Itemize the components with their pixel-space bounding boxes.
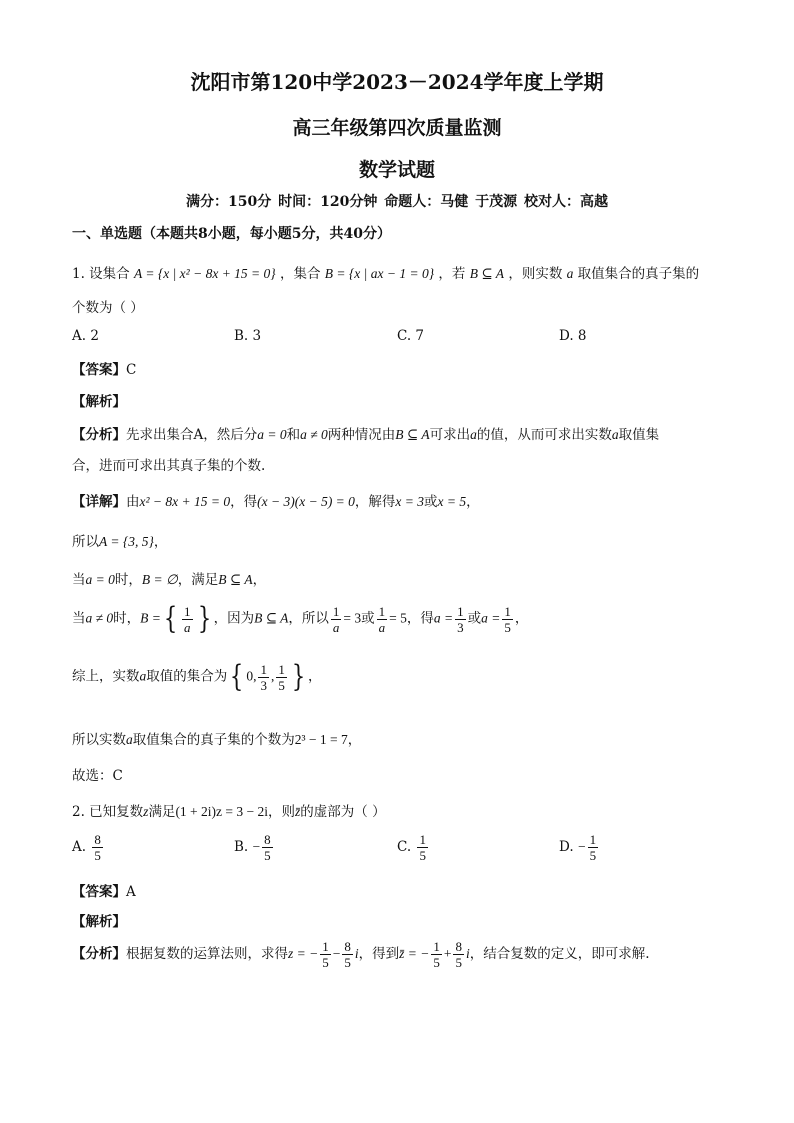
math: (1 + 2i)z = 3 − 2i — [175, 804, 269, 819]
q1-variable: a — [566, 266, 574, 281]
q1-stem — [72, 262, 699, 282]
math: x² − 8x + 15 = 0 — [139, 494, 231, 509]
fraction: $\frac{8}{5}$ — [344, 939, 351, 970]
text: 的值，从而可求出实数 — [476, 427, 612, 443]
text: 取值集合的真子集的个数为 — [132, 732, 295, 748]
fraction: $\frac{1}{5}$ — [504, 603, 511, 635]
q2-fenxi — [72, 940, 650, 969]
q1-option-a: A. 2 — [72, 328, 99, 344]
math: i — [465, 946, 470, 961]
text: 先求出集合A，然后分 — [126, 427, 258, 443]
text: ，得 — [230, 494, 258, 510]
answer-value: A — [126, 884, 136, 900]
subject-title: 数学试题 — [358, 159, 435, 181]
math: (x − 3)(x − 5) = 0 — [257, 494, 355, 509]
fenxi-tag: 【分析】 — [72, 946, 126, 962]
math: a = 0 — [85, 572, 115, 587]
math: B = ∅ — [141, 572, 178, 587]
q1-xiangjie — [72, 490, 480, 510]
q1-stem-line2: 个数为（ ） — [72, 300, 144, 316]
math: a = — [481, 610, 501, 626]
answer-tag: 【答案】 — [72, 362, 126, 378]
text: ，结合复数的定义，即可求解. — [469, 946, 650, 962]
q1-option-b: B. 3 — [234, 328, 262, 344]
math: a — [126, 732, 133, 747]
fraction: $\frac{1}{a}$ — [378, 603, 386, 635]
q2-answer — [72, 880, 136, 900]
math: = 5 — [389, 610, 407, 626]
text: 当 — [72, 572, 86, 588]
q1-step-5 — [72, 659, 322, 694]
math: x = 3 — [395, 494, 425, 509]
math: z̄ — [295, 804, 301, 819]
text: 可求出 — [429, 427, 471, 443]
text: ， — [153, 534, 168, 550]
fraction: $\frac{1}{5}$ — [322, 939, 329, 970]
text: ， — [466, 494, 480, 510]
exam-meta: 满分：150分 时间：120分钟 命题人：马健 于茂源 校对人：高越 — [186, 194, 608, 210]
q1-stem-text: ，若 — [438, 266, 466, 282]
text: 或 — [467, 610, 482, 627]
q1-stem-text: 1. 设集合 — [72, 266, 130, 282]
text: 当 — [72, 610, 86, 627]
q2-option-b: B. − $\frac{8}{5}$ — [234, 832, 271, 863]
q1-conclusion: 故选：C — [72, 768, 123, 784]
text: 根据复数的运算法则，求得 — [126, 946, 288, 962]
text: 由 — [126, 494, 140, 510]
answer-tag: 【答案】 — [72, 884, 126, 900]
text: 和 — [286, 427, 301, 443]
text: 时， — [113, 610, 141, 627]
math: a ≠ 0 — [300, 427, 328, 442]
xiangjie-tag: 【详解】 — [72, 494, 126, 510]
math: B ⊆ A — [395, 427, 430, 442]
q1-answer — [72, 358, 136, 378]
math: a — [139, 668, 147, 684]
exam-title: 沈阳市第120中学2023－2024学年度上学期 — [190, 70, 604, 94]
math: = 3或 — [343, 610, 375, 626]
math: B = — [140, 610, 161, 626]
fraction: $\frac{1}{a}$ — [184, 603, 191, 635]
fraction: $\frac{1}{5}$ — [278, 661, 285, 693]
math: a — [611, 427, 619, 442]
math: A = {3, 5} — [99, 534, 154, 549]
text: 所以 — [72, 534, 99, 550]
exam-subtitle: 高三年级第四次质量监测 — [292, 117, 502, 139]
q1-set-b: B = {x | ax − 1 = 0} — [324, 266, 435, 281]
q2-analysis-tag: 【解析】 — [72, 914, 126, 930]
brace-right: } — [291, 659, 306, 694]
q1-stem-text: ，则实数 — [508, 266, 563, 282]
math: 0, — [246, 668, 257, 684]
text: ，因为 — [213, 610, 255, 627]
fraction: $\frac{8}{5}$ — [455, 939, 462, 970]
math: a ≠ 0 — [85, 610, 114, 626]
q1-stem-text: ，集合 — [280, 266, 321, 282]
math: z = − — [288, 946, 319, 961]
text: ，得 — [406, 610, 434, 627]
math: a = 0 — [257, 427, 287, 442]
fenxi-tag: 【分析】 — [72, 427, 126, 443]
text: ，则 — [268, 804, 296, 820]
text: 所以实数 — [72, 732, 126, 748]
fraction: $\frac{1}{3}$ — [457, 603, 464, 635]
text: 2. 已知复数 — [72, 804, 144, 820]
math: x = 5 — [437, 494, 467, 509]
q2-option-a: A. $\frac{8}{5}$ — [72, 832, 101, 863]
q1-fenxi — [72, 423, 659, 443]
math: , — [270, 668, 275, 684]
q1-step-2 — [72, 530, 167, 550]
q2-option-c: C. $\frac{1}{5}$ — [397, 832, 426, 863]
text: ， — [307, 668, 322, 685]
fraction: $\frac{1}{a}$ — [332, 603, 340, 635]
q1-step-3 — [72, 568, 266, 588]
text: 时， — [114, 572, 142, 588]
text: ， — [347, 732, 362, 748]
math: a = — [433, 610, 454, 626]
text: ，所以 — [288, 610, 329, 627]
brace-left: { — [163, 601, 178, 636]
text: 综上，实数 — [72, 668, 140, 685]
answer-value: C — [126, 362, 137, 378]
text: 的虚部为（ ） — [300, 804, 386, 820]
q1-condition: B ⊆ A — [469, 266, 505, 281]
q1-fenxi-line2: 合，进而可求出其真子集的个数. — [72, 458, 266, 474]
text: 取值的集合为 — [146, 668, 228, 685]
math: a — [470, 427, 477, 442]
fraction: $\frac{1}{3}$ — [260, 661, 267, 693]
math: − — [332, 946, 341, 961]
brace-right: } — [197, 601, 211, 636]
q1-option-d: D. 8 — [559, 328, 587, 344]
text: ， — [514, 610, 529, 627]
q1-option-c: C. 7 — [397, 328, 425, 344]
math: + — [443, 946, 452, 961]
brace-left: { — [230, 659, 244, 694]
text: ，得到 — [358, 946, 400, 962]
text: ， — [252, 572, 267, 588]
q2-option-d: D. − $\frac{1}{5}$ — [559, 832, 597, 863]
text: 取值集 — [618, 427, 660, 443]
section-heading: 一、单选题（本题共8小题，每小题5分，共40分） — [72, 226, 391, 242]
q1-stem-text: 取值集合的真子集的 — [577, 266, 700, 282]
text: ，解得 — [354, 494, 396, 510]
math: i — [354, 946, 359, 961]
fraction: $\frac{1}{5}$ — [433, 939, 440, 970]
text: 满足 — [148, 804, 176, 820]
q1-analysis-tag: 【解析】 — [72, 394, 126, 410]
math: B ⊆ A — [254, 610, 289, 626]
math: B ⊆ A — [218, 572, 253, 587]
text: ，满足 — [177, 572, 219, 588]
math: z — [143, 804, 149, 819]
math: 2³ − 1 = 7 — [294, 732, 348, 747]
q1-set-a: A = {x | x² − 8x + 15 = 0} — [133, 266, 276, 281]
q2-stem — [72, 800, 386, 820]
text: 两种情况由 — [327, 427, 396, 443]
q1-step-4 — [72, 601, 529, 636]
q1-step-6 — [72, 728, 361, 748]
math: z̄ = − — [399, 946, 430, 961]
text: 或 — [424, 494, 438, 510]
